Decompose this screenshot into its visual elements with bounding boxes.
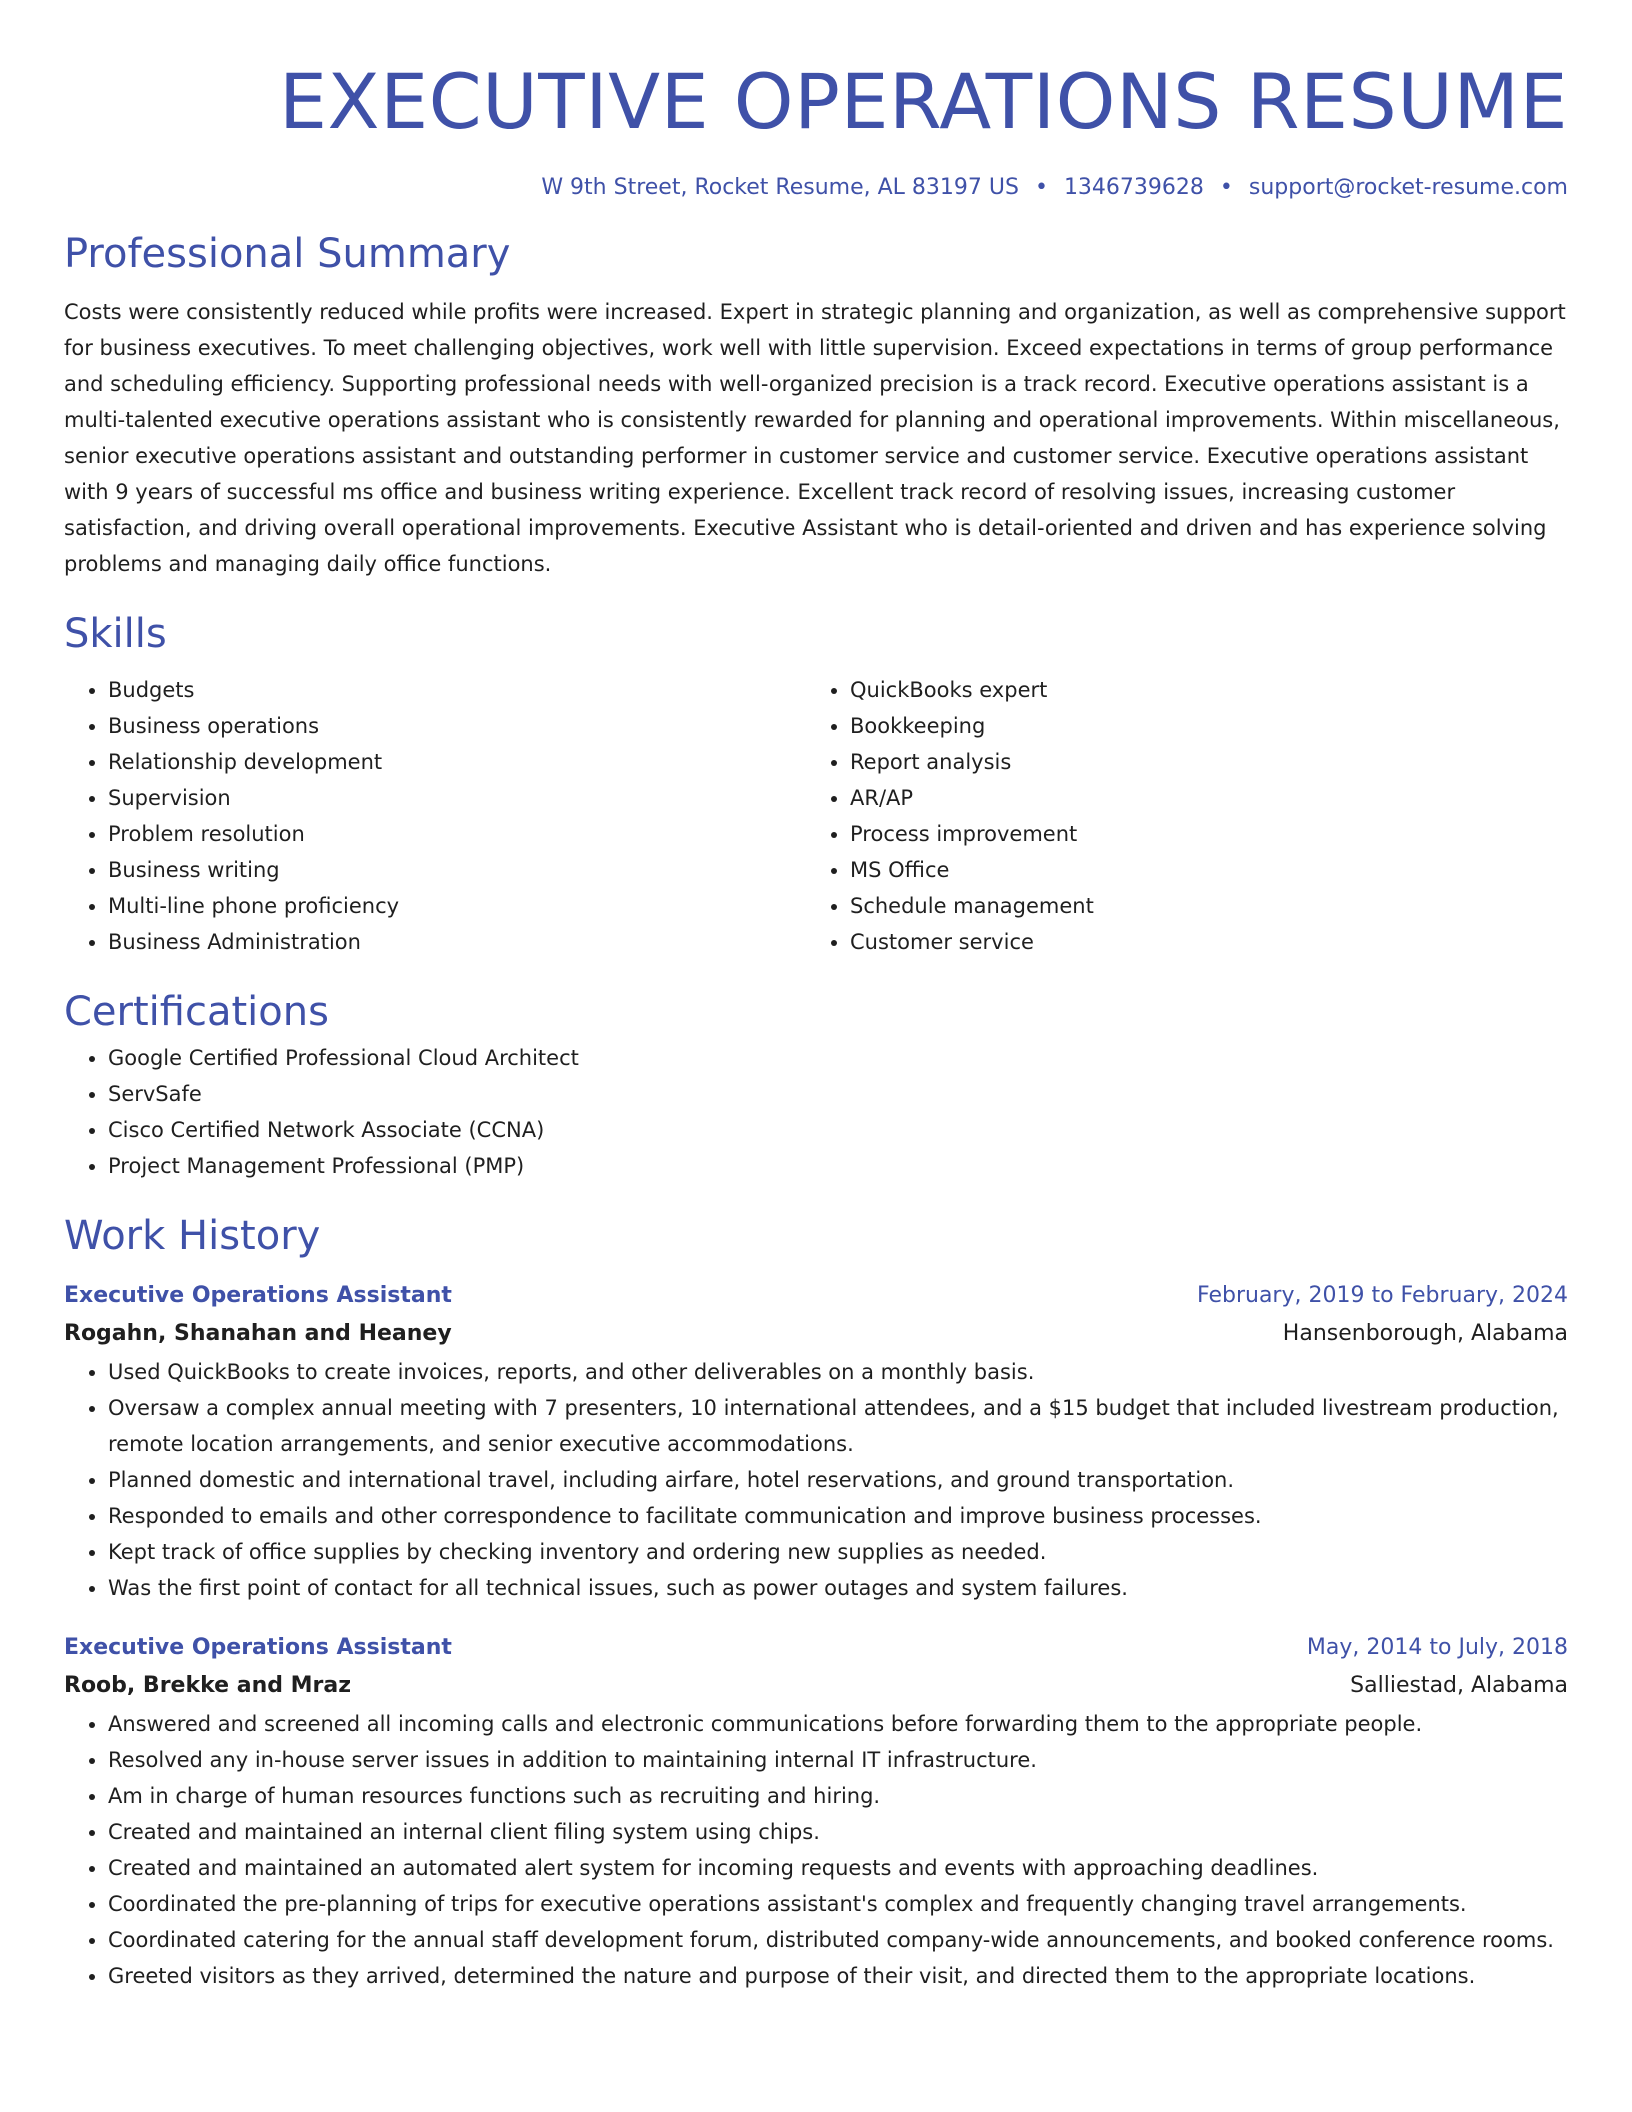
- job-dates: May, 2014 to July, 2018: [1306, 1635, 1568, 1660]
- job-bullet: • Answered and screened all incoming calls and electronic communications before forwarding them to the appropriate people.: [108, 1706, 1568, 1742]
- contact-separator: •: [1034, 175, 1048, 200]
- job-title-row: [64, 1630, 1568, 1666]
- certifications-list: [64, 1040, 1568, 1184]
- certification-item: • Google Certified Professional Cloud Architect: [108, 1040, 1568, 1076]
- job-location: Salliestad, Alabama: [1350, 1673, 1568, 1698]
- work-history-heading: Work History: [64, 1213, 321, 1259]
- job-bullet: • Resolved any in-house server issues in addition to maintaining internal IT infrastructure.: [108, 1742, 1568, 1778]
- contact-phone: 1346739628: [1063, 175, 1204, 200]
- job-entry: [64, 1630, 1568, 1994]
- skill-item: • QuickBooks expert: [850, 672, 1568, 708]
- skill-item: • Business operations: [108, 708, 806, 744]
- certification-item: • Project Management Professional (PMP): [108, 1148, 1568, 1184]
- skill-item: • Relationship development: [108, 744, 806, 780]
- certification-item: • Cisco Certified Network Associate (CCNA): [108, 1112, 1568, 1148]
- contact-line: [64, 172, 1568, 204]
- job-entry: [64, 1278, 1568, 1606]
- job-bullet: • Coordinated catering for the annual staff development forum, distributed company-wide announcements, and booked conference rooms.: [108, 1922, 1568, 1958]
- skill-item: • MS Office: [850, 852, 1568, 888]
- skills-list-left: [64, 672, 806, 960]
- job-bullet: • Was the first point of contact for all technical issues, such as power outages and system failures.: [108, 1570, 1568, 1606]
- job-title-row: [64, 1278, 1568, 1314]
- skill-item: • Process improvement: [850, 816, 1568, 852]
- summary-heading: Professional Summary: [64, 231, 511, 277]
- skill-item: • Business Administration: [108, 924, 806, 960]
- skill-item: • Bookkeeping: [850, 708, 1568, 744]
- skill-item: • Budgets: [108, 672, 806, 708]
- skill-item: • Report analysis: [850, 744, 1568, 780]
- job-bullet: • Greeted visitors as they arrived, determined the nature and purpose of their visit, and directed them to the appropriate locations.: [108, 1958, 1568, 1994]
- contact-address: W 9th Street, Rocket Resume, AL 83197 US: [541, 175, 1019, 200]
- job-bullet-list: [64, 1354, 1568, 1606]
- job-bullet: • Used QuickBooks to create invoices, reports, and other deliverables on a monthly basis.: [108, 1354, 1568, 1390]
- skills-list-right: [806, 672, 1568, 960]
- job-bullet: • Responded to emails and other correspondence to facilitate communication and improve business processes.: [108, 1498, 1568, 1534]
- skill-item: • Customer service: [850, 924, 1568, 960]
- contact-email[interactable]: support@rocket-resume.com: [1248, 175, 1568, 200]
- skill-item: • Supervision: [108, 780, 806, 816]
- job-company-row: [64, 1666, 1568, 1706]
- job-bullet: • Coordinated the pre-planning of trips for executive operations assistant's complex and frequently changing travel arrangements.: [108, 1886, 1568, 1922]
- job-bullet: • Created and maintained an internal client filing system using chips.: [108, 1814, 1568, 1850]
- skills-grid: [64, 672, 1568, 960]
- job-dates: February, 2019 to February, 2024: [1197, 1283, 1568, 1308]
- job-company-row: [64, 1314, 1568, 1354]
- certification-item: • ServSafe: [108, 1076, 1568, 1112]
- contact-separator: •: [1219, 175, 1233, 200]
- job-title: Executive Operations Assistant: [64, 1635, 452, 1660]
- job-company: Roob, Brekke and Mraz: [64, 1673, 352, 1698]
- job-location: Hansenborough, Alabama: [1282, 1321, 1568, 1346]
- summary-text: Costs were consistently reduced while profits were increased. Expert in strategic planning and organization, as well as comprehensive support for business executives. To meet challenging objectives, work well with little supervision. Exceed expectations in terms of group performance and scheduling efficiency. Supporting professional needs with well-organized precision is a track record. Executive operations assistant is a multi-talented executive operations assistant who is consistently rewarded for planning and operational improvements. Within miscellaneous, senior executive operations assistant and outstanding performer in customer service and customer service. Executive operations assistant with 9 years of successful ms office and business writing experience. Excellent track record of resolving issues, increasing customer satisfaction, and driving overall operational improvements. Executive Assistant who is detail-oriented and driven and has experience solving problems and managing daily office functions.: [64, 300, 1566, 576]
- job-title: Executive Operations Assistant: [64, 1283, 452, 1308]
- skill-item: • AR/AP: [850, 780, 1568, 816]
- resume-title: EXECUTIVE OPERATIONS RESUME: [279, 57, 1568, 146]
- skill-item: • Problem resolution: [108, 816, 806, 852]
- skill-item: • Multi-line phone proficiency: [108, 888, 806, 924]
- job-bullet-list: [64, 1706, 1568, 1994]
- job-company: Rogahn, Shanahan and Heaney: [64, 1321, 452, 1346]
- job-bullet: • Kept track of office supplies by checking inventory and ordering new supplies as needed.: [108, 1534, 1568, 1570]
- skill-item: • Schedule management: [850, 888, 1568, 924]
- skill-item: • Business writing: [108, 852, 806, 888]
- skills-heading: Skills: [64, 611, 167, 657]
- job-bullet: • Am in charge of human resources functions such as recruiting and hiring.: [108, 1778, 1568, 1814]
- job-bullet: • Oversaw a complex annual meeting with 7 presenters, 10 international attendees, and a $15 budget that included livestream production, remote location arrangements, and senior executive accommodations.: [108, 1390, 1568, 1462]
- certifications-heading: Certifications: [64, 989, 329, 1035]
- job-bullet: • Planned domestic and international travel, including airfare, hotel reservations, and ground transportation.: [108, 1462, 1568, 1498]
- job-bullet: • Created and maintained an automated alert system for incoming requests and events with approaching deadlines.: [108, 1850, 1568, 1886]
